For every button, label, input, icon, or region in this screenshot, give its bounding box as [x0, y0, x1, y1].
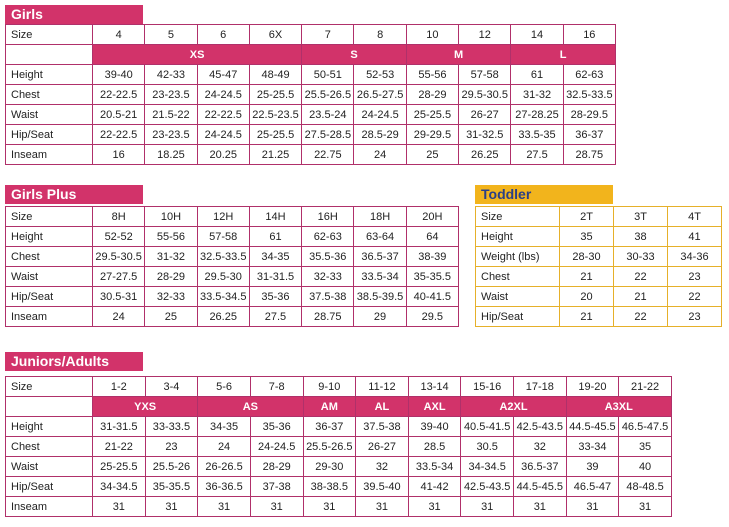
size-header-cell: 8H: [93, 207, 145, 227]
measurement-cell: 41-42: [408, 477, 461, 497]
measurement-cell: 52-52: [93, 227, 145, 247]
measurement-cell: 34-34.5: [93, 477, 146, 497]
measurement-cell: 39-40: [93, 65, 145, 85]
row-label: Waist: [6, 457, 93, 477]
measurement-cell: 23: [668, 307, 722, 327]
measurement-cell: 22-22.5: [197, 105, 249, 125]
measurement-cell: 24: [198, 437, 251, 457]
size-band-cell: L: [511, 45, 616, 65]
measurement-cell: 35.5-36: [302, 247, 354, 267]
measurement-cell: 25.5-26: [145, 457, 198, 477]
measurement-cell: 25.5-26.5: [303, 437, 356, 457]
measurement-cell: 40.5-41.5: [461, 417, 514, 437]
measurement-cell: 25-25.5: [249, 85, 301, 105]
row-label: Height: [476, 227, 560, 247]
girls-plus-size-table: [5, 206, 459, 327]
size-header-cell: 16H: [302, 207, 354, 227]
size-header-row: [6, 377, 672, 397]
measurement-cell: 46.5-47: [566, 477, 619, 497]
measurement-cell: 36.5-37: [514, 457, 567, 477]
size-band-spacer: [6, 45, 93, 65]
row-label: Chest: [6, 85, 93, 105]
row-label: Inseam: [6, 497, 93, 517]
measurement-cell: 38.5-39.5: [354, 287, 406, 307]
measurement-cell: 24-24.5: [250, 437, 303, 457]
measurement-cell: 37-38: [250, 477, 303, 497]
row-label: Waist: [6, 105, 93, 125]
measurement-cell: 62-63: [302, 227, 354, 247]
size-header-cell: 2T: [560, 207, 614, 227]
measurement-cell: 63-64: [354, 227, 406, 247]
measurement-cell: 33.5-34: [408, 457, 461, 477]
row-label: Waist: [476, 287, 560, 307]
measurement-cell: 36-36.5: [198, 477, 251, 497]
measurement-cell: 21: [560, 267, 614, 287]
measurement-cell: 38-38.5: [303, 477, 356, 497]
size-header-cell: 14: [511, 25, 563, 45]
table-row: [476, 227, 722, 247]
measurement-cell: 33-34: [566, 437, 619, 457]
measurement-cell: 22: [668, 287, 722, 307]
measurement-cell: 28.75: [302, 307, 354, 327]
measurement-cell: 26.25: [459, 145, 511, 165]
measurement-cell: 31: [198, 497, 251, 517]
measurement-cell: 25-25.5: [93, 457, 146, 477]
measurement-cell: 31: [619, 497, 672, 517]
measurement-cell: 31: [514, 497, 567, 517]
measurement-cell: 50-51: [302, 65, 354, 85]
table-row: [6, 65, 616, 85]
size-header-cell: 9-10: [303, 377, 356, 397]
measurement-cell: 32.5-33.5: [563, 85, 615, 105]
measurement-cell: 52-53: [354, 65, 406, 85]
measurement-cell: 48-48.5: [619, 477, 672, 497]
measurement-cell: 55-56: [145, 227, 197, 247]
measurement-cell: 25: [145, 307, 197, 327]
row-label: Hip/Seat: [6, 125, 93, 145]
measurement-cell: 25-25.5: [406, 105, 458, 125]
measurement-cell: 31: [408, 497, 461, 517]
measurement-cell: 29-30: [303, 457, 356, 477]
measurement-cell: 57-58: [459, 65, 511, 85]
row-label: Inseam: [6, 307, 93, 327]
measurement-cell: 32: [514, 437, 567, 457]
size-header-label: Size: [476, 207, 560, 227]
table-row: [6, 125, 616, 145]
table-row: [6, 227, 459, 247]
size-band-cell: A2XL: [461, 397, 566, 417]
measurement-cell: 20.5-21: [93, 105, 145, 125]
row-label: Weight (lbs): [476, 247, 560, 267]
measurement-cell: 34-35: [249, 247, 301, 267]
size-band-cell: A3XL: [566, 397, 671, 417]
size-header-cell: 8: [354, 25, 406, 45]
size-header-cell: 7: [302, 25, 354, 45]
measurement-cell: 35: [560, 227, 614, 247]
measurement-cell: 21-22: [93, 437, 146, 457]
measurement-cell: 28-29: [250, 457, 303, 477]
measurement-cell: 62-63: [563, 65, 615, 85]
measurement-cell: 55-56: [406, 65, 458, 85]
toddler-size-table: [475, 206, 722, 327]
measurement-cell: 44.5-45.5: [566, 417, 619, 437]
measurement-cell: 31: [145, 497, 198, 517]
measurement-cell: 31: [250, 497, 303, 517]
measurement-cell: 29.5-30.5: [459, 85, 511, 105]
measurement-cell: 27-28.25: [511, 105, 563, 125]
measurement-cell: 22-22.5: [93, 85, 145, 105]
measurement-cell: 26.5-27.5: [354, 85, 406, 105]
measurement-cell: 40-41.5: [406, 287, 458, 307]
table-row: [476, 267, 722, 287]
measurement-cell: 37.5-38: [356, 417, 409, 437]
measurement-cell: 33.5-35: [511, 125, 563, 145]
table-row: [6, 457, 672, 477]
measurement-cell: 16: [93, 145, 145, 165]
measurement-cell: 22-22.5: [93, 125, 145, 145]
table-row: [476, 247, 722, 267]
size-header-cell: 20H: [406, 207, 458, 227]
measurement-cell: 26-27: [356, 437, 409, 457]
measurement-cell: 30.5: [461, 437, 514, 457]
size-header-cell: 10: [406, 25, 458, 45]
measurement-cell: 23: [668, 267, 722, 287]
row-label: Chest: [6, 247, 93, 267]
size-header-row: [6, 25, 616, 45]
juniors-adults-size-table: [5, 376, 672, 517]
measurement-cell: 23: [145, 437, 198, 457]
measurement-cell: 21.25: [249, 145, 301, 165]
measurement-cell: 28-29: [145, 267, 197, 287]
measurement-cell: 26-26.5: [198, 457, 251, 477]
size-band-cell: AM: [303, 397, 356, 417]
measurement-cell: 28-29: [406, 85, 458, 105]
measurement-cell: 32-33: [145, 287, 197, 307]
size-band-cell: YXS: [93, 397, 198, 417]
measurement-cell: 31: [356, 497, 409, 517]
measurement-cell: 18.25: [145, 145, 197, 165]
toddler-title: Toddler: [475, 185, 613, 204]
measurement-cell: 24-24.5: [197, 85, 249, 105]
measurement-cell: 20: [560, 287, 614, 307]
measurement-cell: 41: [668, 227, 722, 247]
size-band-row: [6, 45, 616, 65]
measurement-cell: 28-30: [560, 247, 614, 267]
girls-title: Girls: [5, 5, 143, 24]
table-row: [6, 437, 672, 457]
measurement-cell: 36.5-37: [354, 247, 406, 267]
measurement-cell: 48-49: [249, 65, 301, 85]
measurement-cell: 27.5: [249, 307, 301, 327]
size-header-cell: 15-16: [461, 377, 514, 397]
measurement-cell: 37.5-38: [302, 287, 354, 307]
measurement-cell: 36-37: [303, 417, 356, 437]
measurement-cell: 25-25.5: [249, 125, 301, 145]
size-band-cell: AXL: [408, 397, 461, 417]
measurement-cell: 44.5-45.5: [514, 477, 567, 497]
table-row: [476, 307, 722, 327]
table-row: [6, 497, 672, 517]
row-label: Height: [6, 227, 93, 247]
measurement-cell: 45-47: [197, 65, 249, 85]
measurement-cell: 31: [566, 497, 619, 517]
size-header-label: Size: [6, 25, 93, 45]
measurement-cell: 42.5-43.5: [461, 477, 514, 497]
measurement-cell: 27.5-28.5: [302, 125, 354, 145]
row-label: Hip/Seat: [6, 477, 93, 497]
row-label: Hip/Seat: [6, 287, 93, 307]
measurement-cell: 34-36: [668, 247, 722, 267]
measurement-cell: 35: [619, 437, 672, 457]
table-row: [6, 145, 616, 165]
size-band-row: [6, 397, 672, 417]
measurement-cell: 32: [356, 457, 409, 477]
size-header-cell: 14H: [249, 207, 301, 227]
size-band-cell: AL: [356, 397, 409, 417]
size-header-cell: 6: [197, 25, 249, 45]
measurement-cell: 29-29.5: [406, 125, 458, 145]
measurement-cell: 35-35.5: [406, 267, 458, 287]
size-band-cell: XS: [93, 45, 302, 65]
measurement-cell: 46.5-47.5: [619, 417, 672, 437]
size-header-cell: 3T: [614, 207, 668, 227]
size-header-cell: 16: [563, 25, 615, 45]
measurement-cell: 34-34.5: [461, 457, 514, 477]
measurement-cell: 28.5-29: [354, 125, 406, 145]
measurement-cell: 26.25: [197, 307, 249, 327]
measurement-cell: 38: [614, 227, 668, 247]
measurement-cell: 29.5-30.5: [93, 247, 145, 267]
size-band-cell: AS: [198, 397, 303, 417]
measurement-cell: 61: [511, 65, 563, 85]
measurement-cell: 35-36: [250, 417, 303, 437]
girls-size-table: [5, 24, 616, 165]
measurement-cell: 22.5-23.5: [249, 105, 301, 125]
measurement-cell: 32.5-33.5: [197, 247, 249, 267]
measurement-cell: 33-33.5: [145, 417, 198, 437]
measurement-cell: 20.25: [197, 145, 249, 165]
size-header-cell: 4: [93, 25, 145, 45]
size-band-cell: S: [302, 45, 407, 65]
measurement-cell: 39: [566, 457, 619, 477]
size-header-cell: 19-20: [566, 377, 619, 397]
measurement-cell: 24-24.5: [354, 105, 406, 125]
measurement-cell: 28.5: [408, 437, 461, 457]
measurement-cell: 24: [354, 145, 406, 165]
size-header-cell: 5-6: [198, 377, 251, 397]
size-header-row: [476, 207, 722, 227]
size-header-cell: 1-2: [93, 377, 146, 397]
size-header-cell: 13-14: [408, 377, 461, 397]
measurement-cell: 22.75: [302, 145, 354, 165]
measurement-cell: 25: [406, 145, 458, 165]
measurement-cell: 24: [93, 307, 145, 327]
measurement-cell: 31: [461, 497, 514, 517]
table-row: [6, 307, 459, 327]
table-row: [6, 247, 459, 267]
measurement-cell: 61: [249, 227, 301, 247]
measurement-cell: 27.5: [511, 145, 563, 165]
size-header-cell: 4T: [668, 207, 722, 227]
size-header-cell: 7-8: [250, 377, 303, 397]
size-header-cell: 21-22: [619, 377, 672, 397]
table-row: [6, 267, 459, 287]
row-label: Inseam: [6, 145, 93, 165]
row-label: Height: [6, 65, 93, 85]
measurement-cell: 22: [614, 307, 668, 327]
measurement-cell: 39-40: [408, 417, 461, 437]
measurement-cell: 30-33: [614, 247, 668, 267]
measurement-cell: 28.75: [563, 145, 615, 165]
girls-plus-title: Girls Plus: [5, 185, 143, 204]
size-header-label: Size: [6, 377, 93, 397]
size-header-cell: 12: [459, 25, 511, 45]
measurement-cell: 23-23.5: [145, 85, 197, 105]
measurement-cell: 32-33: [302, 267, 354, 287]
measurement-cell: 31-31.5: [93, 417, 146, 437]
measurement-cell: 21: [560, 307, 614, 327]
measurement-cell: 26-27: [459, 105, 511, 125]
row-label: Hip/Seat: [476, 307, 560, 327]
size-band-cell: M: [406, 45, 511, 65]
row-label: Chest: [6, 437, 93, 457]
measurement-cell: 31-32: [145, 247, 197, 267]
measurement-cell: 42-33: [145, 65, 197, 85]
measurement-cell: 31-31.5: [249, 267, 301, 287]
measurement-cell: 21: [614, 287, 668, 307]
measurement-cell: 40: [619, 457, 672, 477]
table-row: [6, 477, 672, 497]
size-header-cell: 6X: [249, 25, 301, 45]
size-header-cell: 10H: [145, 207, 197, 227]
row-label: Waist: [6, 267, 93, 287]
measurement-cell: 64: [406, 227, 458, 247]
row-label: Chest: [476, 267, 560, 287]
measurement-cell: 39.5-40: [356, 477, 409, 497]
table-row: [6, 85, 616, 105]
size-header-label: Size: [6, 207, 93, 227]
measurement-cell: 30.5-31: [93, 287, 145, 307]
measurement-cell: 25.5-26.5: [302, 85, 354, 105]
measurement-cell: 27-27.5: [93, 267, 145, 287]
size-header-cell: 12H: [197, 207, 249, 227]
measurement-cell: 21.5-22: [145, 105, 197, 125]
measurement-cell: 31: [303, 497, 356, 517]
measurement-cell: 31: [93, 497, 146, 517]
size-header-cell: 18H: [354, 207, 406, 227]
size-header-cell: 5: [145, 25, 197, 45]
size-header-cell: 3-4: [145, 377, 198, 397]
juniors-adults-title: Juniors/Adults: [5, 352, 143, 371]
measurement-cell: 33.5-34: [354, 267, 406, 287]
measurement-cell: 36-37: [563, 125, 615, 145]
measurement-cell: 22: [614, 267, 668, 287]
measurement-cell: 35-36: [249, 287, 301, 307]
measurement-cell: 29: [354, 307, 406, 327]
measurement-cell: 24-24.5: [197, 125, 249, 145]
measurement-cell: 23.5-24: [302, 105, 354, 125]
measurement-cell: 33.5-34.5: [197, 287, 249, 307]
size-header-row: [6, 207, 459, 227]
size-header-cell: 17-18: [514, 377, 567, 397]
measurement-cell: 42.5-43.5: [514, 417, 567, 437]
size-band-spacer: [6, 397, 93, 417]
measurement-cell: 31-32: [511, 85, 563, 105]
measurement-cell: 29.5-30: [197, 267, 249, 287]
table-row: [6, 417, 672, 437]
measurement-cell: 35-35.5: [145, 477, 198, 497]
size-header-cell: 11-12: [356, 377, 409, 397]
measurement-cell: 38-39: [406, 247, 458, 267]
measurement-cell: 34-35: [198, 417, 251, 437]
measurement-cell: 23-23.5: [145, 125, 197, 145]
table-row: [6, 105, 616, 125]
row-label: Height: [6, 417, 93, 437]
measurement-cell: 31-32.5: [459, 125, 511, 145]
measurement-cell: 28-29.5: [563, 105, 615, 125]
table-row: [6, 287, 459, 307]
measurement-cell: 57-58: [197, 227, 249, 247]
table-row: [476, 287, 722, 307]
measurement-cell: 29.5: [406, 307, 458, 327]
